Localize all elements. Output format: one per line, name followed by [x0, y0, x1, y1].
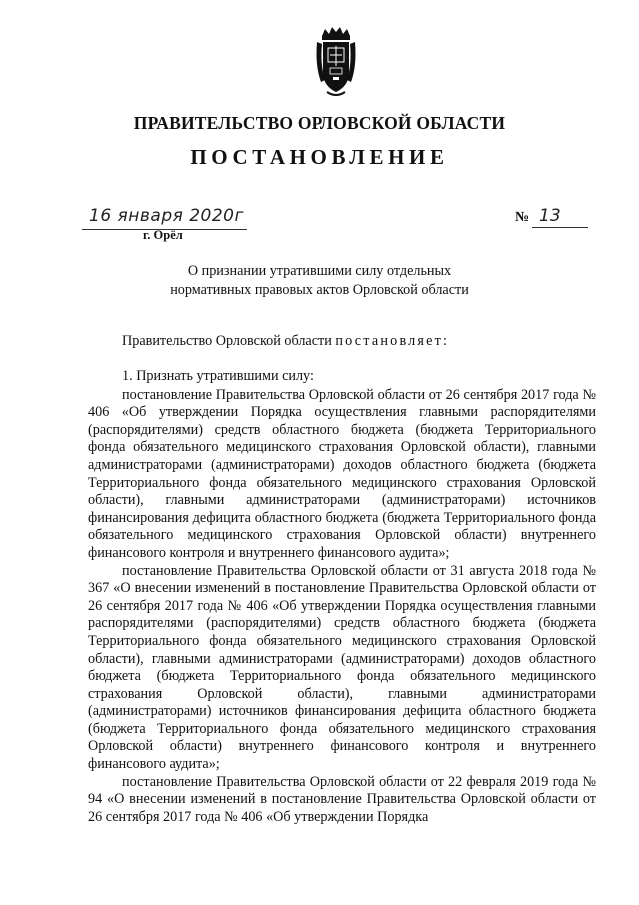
- document-body: [88, 368, 596, 826]
- clause-paragraph-2: постановление Правительства Орловской области от 31 августа 2018 года № 367 «О внесении изменений в постановление Правительства Орловской области от 26 сентября 2017 года № 406 «Об утверждении Порядка осуществления главными распорядителями (распорядителями) средств областного бюджета (бюджета Территориального фонда обязательного медицинского страхования Орловской области), главными администраторами (администраторами) доходов областного бюджета (бюджета Территориального фонда обязательного медицинского страхования Орловской области), главными администраторами (администраторами) источников финансирования дефицита областного бюджета (бюджета Территориального фонда обязательного медицинского страхования Орловской области) внутреннего финансового контроля и внутреннего финансового аудита»;: [88, 562, 596, 773]
- clause-paragraph-3: постановление Правительства Орловской области от 22 февраля 2019 года № 94 «О внесении изменений в постановление Правительства Орловской области от 26 сентября 2017 года № 406 «Об утверждении Порядка: [88, 773, 596, 825]
- clause-paragraph-1: постановление Правительства Орловской области от 26 сентября 2017 года № 406 «Об утверждении Порядка осуществления главными распорядителями (распорядителями) средств областного бюджета (бюджета Территориального фонда обязательного медицинского страхования Орловской области), главными администраторами (администраторами) доходов областного бюджета (бюджета Территориального фонда обязательного медицинского страхования Орловской области), главными администраторами (администраторами) источников финансирования дефицита областного бюджета (бюджета Территориального фонда обязательного медицинского страхования Орловской области) внутреннего финансового контроля и внутреннего финансового аудита»;: [88, 386, 596, 561]
- city-label: г. Орёл: [143, 228, 183, 242]
- clause-1: 1. Признать утратившими силу:: [122, 368, 314, 384]
- document-type: ПОСТАНОВЛЕНИЕ: [190, 145, 449, 169]
- preamble: [122, 333, 449, 350]
- subject-line-1: О признании утратившими силу отдельных: [187, 263, 452, 279]
- document-subject: [0, 262, 639, 300]
- number-handwritten: 13: [539, 206, 561, 226]
- date-handwritten: 16 января 2020г: [89, 206, 244, 226]
- preamble-text: Правительство Орловской области: [122, 333, 336, 349]
- preamble-resolves: постановляет:: [335, 333, 450, 349]
- number-label: №: [515, 210, 530, 225]
- subject-line-2: нормативных правовых актов Орловской области: [170, 282, 469, 298]
- government-title: ПРАВИТЕЛЬСТВО ОРЛОВСКОЙ ОБЛАСТИ: [133, 113, 506, 133]
- coat-of-arms-icon: [313, 26, 359, 98]
- number-underline: [532, 227, 588, 228]
